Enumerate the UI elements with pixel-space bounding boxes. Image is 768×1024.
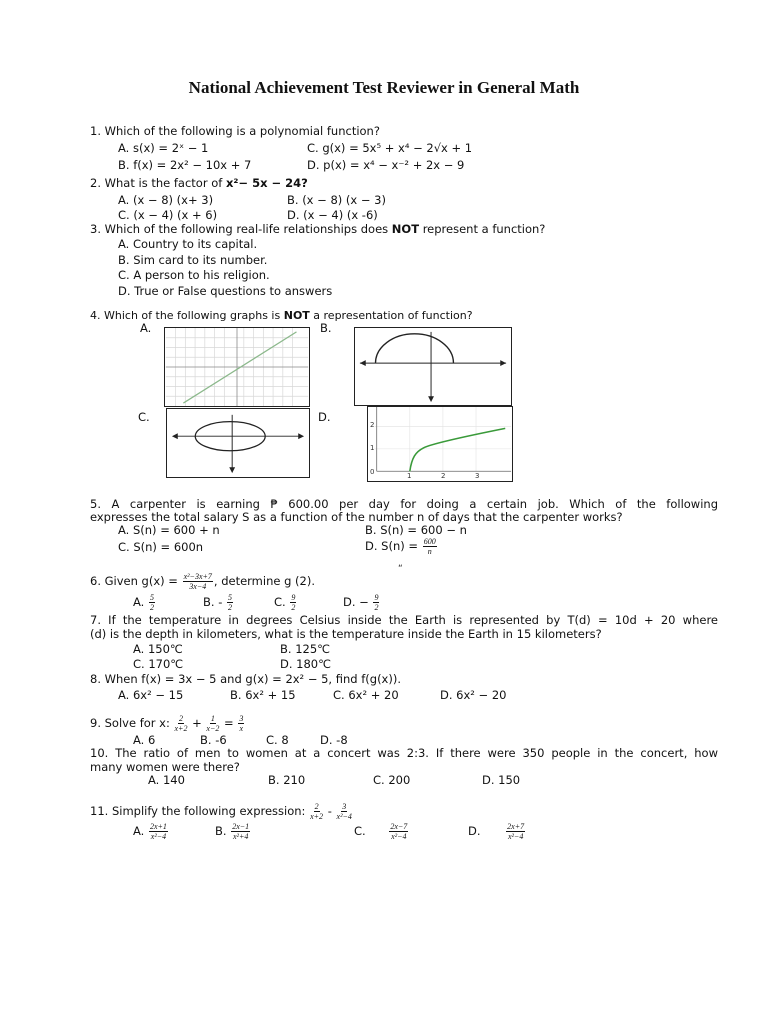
- q6-c-label: C.: [274, 595, 286, 609]
- q9-f3-den: x: [239, 724, 244, 733]
- q11-option-c: [354, 820, 409, 842]
- q8-stem: 8. When f(x) = 3x − 5 and g(x) = 2x² − 5, find f(g(x)).: [90, 672, 401, 686]
- q11-c-num: 2x−7: [390, 822, 408, 831]
- q9-f2-den: x−2: [206, 724, 220, 733]
- q6-frac: [183, 572, 213, 591]
- q3-option-b: B. Sim card to its number.: [118, 253, 268, 267]
- q5-line2: expresses the total salary S as a function of the number n of days that the carpenter works?: [90, 510, 623, 524]
- q11-option-d: [468, 820, 526, 842]
- q8-option-b: B. 6x² + 15: [230, 688, 296, 702]
- q6-d-num: 9: [374, 593, 379, 602]
- q9-option-b: B. -6: [200, 733, 227, 747]
- q11-e1-den: x+2: [310, 812, 324, 821]
- q3-option-d: D. True or False questions to answers: [118, 284, 333, 298]
- q5-option-d: [365, 536, 438, 556]
- q9-option-d: D. -8: [320, 733, 348, 747]
- q6-a-den: 2: [149, 603, 154, 612]
- q2-stem-math: x²− 5x − 24?: [225, 176, 308, 190]
- q4-stem-suffix: a representation of function?: [309, 309, 473, 322]
- graph-d-curve: [410, 428, 505, 471]
- q5-option-b: B. S(n) = 600 − n: [365, 523, 467, 537]
- q11-e2-den: x²−4: [336, 812, 352, 821]
- q11-expr-frac-2: [337, 802, 352, 821]
- q1-option-a: A. s(x) = 2ˣ − 1: [118, 141, 209, 155]
- q11-e1-num: 2: [314, 802, 319, 811]
- q6-prefix: 6. Given g(x) =: [90, 574, 182, 588]
- q11-a-den: x²−4: [150, 832, 167, 841]
- q11-d-num: 2x+7: [507, 822, 525, 831]
- q6-num: x²−3x+7: [183, 572, 212, 581]
- q5-line1: 5. A carpenter is earning ₱ 600.00 per day for doing a certain job. Which of the following: [90, 497, 718, 511]
- q7-option-a: A. 150℃: [133, 642, 183, 656]
- q10-option-a: A. 140: [148, 773, 185, 787]
- q9-f1-num: 2: [178, 714, 183, 723]
- q10-option-c: C. 200: [373, 773, 411, 787]
- graph-d-ytick-2: 2: [370, 421, 375, 429]
- q6-option-c: [274, 592, 297, 612]
- q11-c-den: x²−4: [391, 832, 407, 841]
- q6-a-label: A.: [133, 595, 145, 609]
- q6-c-num: 9: [291, 593, 296, 602]
- q11-expr-frac-1: [310, 802, 323, 821]
- q6-b-num: 5: [228, 593, 233, 602]
- graph-a-linear: [164, 327, 310, 407]
- q2-stem-text: 2. What is the factor of: [90, 176, 226, 190]
- q2-option-d: D. (x − 4) (x -6): [287, 208, 378, 222]
- q2-option-b: B. (x − 8) (x − 3): [287, 193, 386, 207]
- graph-a-label: A.: [140, 321, 152, 335]
- q3-stem: [90, 222, 545, 236]
- graph-d-xtick-3: 3: [475, 472, 480, 480]
- q11-e2-num: 3: [342, 802, 347, 811]
- q11-d-label: D.: [468, 824, 481, 838]
- q6-b-den: 2: [228, 603, 233, 612]
- q9-f1-den: x+2: [174, 724, 188, 733]
- q9-plus: +: [188, 716, 206, 730]
- graph-a-line: [183, 332, 296, 403]
- q7-option-b: B. 125℃: [280, 642, 331, 656]
- q7-option-c: C. 170℃: [133, 657, 184, 671]
- q1-stem: 1. Which of the following is a polynomial function?: [90, 124, 380, 138]
- q1-option-b: B. f(x) = 2x² − 10x + 7: [118, 158, 252, 172]
- q3-stem-suffix: represent a function?: [419, 222, 546, 236]
- q9-eq: =: [220, 716, 238, 730]
- q11-option-b: [215, 820, 251, 842]
- q5-d-num: 600: [423, 537, 436, 546]
- q6-b-label: B. -: [203, 595, 223, 609]
- q7-line2: (d) is the depth in kilometers, what is the temperature inside the Earth in 15 kilometers?: [90, 627, 602, 641]
- q6-a-num: 5: [149, 593, 154, 602]
- q6-d-den: 2: [374, 603, 379, 612]
- graph-d-ytick-0: 0: [370, 468, 375, 476]
- q9-stem: [90, 712, 245, 734]
- q7-line1: 7. If the temperature in degrees Celsius inside the Earth is represented by T(d) = 10d + 20 where: [90, 613, 718, 627]
- q11-b-num: 2x−1: [232, 822, 250, 831]
- q9-f2-num: 1: [210, 714, 215, 723]
- q5-option-d-frac: [423, 537, 437, 556]
- q8-option-c: C. 6x² + 20: [333, 688, 399, 702]
- q6-d-label: D. −: [343, 595, 369, 609]
- graph-d-xtick-1: 1: [407, 472, 412, 480]
- graph-b-label: B.: [320, 321, 332, 335]
- q1-option-c: C. g(x) = 5x⁵ + x⁴ − 2√x + 1: [307, 141, 473, 155]
- q5-d-den: n: [427, 547, 432, 556]
- q6-suffix: , determine g (2).: [213, 574, 316, 588]
- q9-option-c: C. 8: [266, 733, 289, 747]
- graph-b-semicircle: [354, 327, 512, 406]
- q11-b-label: B.: [215, 824, 227, 838]
- q3-option-c: C. A person to his religion.: [118, 268, 270, 282]
- q6-den: 3x−4: [189, 582, 207, 591]
- graph-c-label: C.: [138, 410, 150, 424]
- q10-option-d: D. 150: [482, 773, 521, 787]
- q11-prefix: 11. Simplify the following expression:: [90, 804, 310, 818]
- q1-option-d: D. p(x) = x⁴ − x⁻² + 2x − 9: [307, 158, 465, 172]
- graph-c-ellipse: [166, 408, 310, 478]
- q11-a-label: A.: [133, 824, 145, 838]
- q11-b-den: x²+4: [233, 832, 249, 841]
- q11-minus: -: [324, 804, 336, 818]
- graph-b-curve: [375, 334, 453, 363]
- q11-a-num: 2x+1: [149, 822, 167, 831]
- q11-option-a: [133, 820, 169, 842]
- q11-d-den: x²−4: [507, 832, 524, 841]
- q3-stem-bold: NOT: [391, 222, 420, 236]
- q11-c-label: C.: [354, 824, 366, 838]
- q5-stray-mark: “: [398, 564, 403, 574]
- q2-option-c: C. (x − 4) (x + 6): [118, 208, 218, 222]
- graph-d-sqrt: [367, 406, 513, 482]
- q4-stem-prefix: 4. Which of the following graphs is: [90, 309, 284, 322]
- q10-line2: many women were there?: [90, 760, 240, 774]
- q2-stem: [90, 176, 308, 190]
- q5-option-d-label: D. S(n) =: [365, 539, 422, 553]
- graph-d-xtick-2: 2: [441, 472, 446, 480]
- q8-option-d: D. 6x² − 20: [440, 688, 507, 702]
- q3-option-a: A. Country to its capital.: [118, 237, 258, 251]
- q9-frac-2: [206, 714, 219, 733]
- q9-prefix: 9. Solve for x:: [90, 716, 174, 730]
- q6-option-b: [203, 592, 234, 612]
- q10-line1: 10. The ratio of men to women at a concert was 2:3. If there were 350 people in the concert, how: [90, 746, 718, 760]
- q9-frac-3: [238, 714, 244, 733]
- q9-f3-num: 3: [239, 714, 244, 723]
- graph-d-ytick-1: 1: [370, 444, 375, 452]
- q2-option-a: A. (x − 8) (x+ 3): [118, 193, 214, 207]
- q4-stem-bold: NOT: [283, 309, 310, 322]
- q10-option-b: B. 210: [268, 773, 306, 787]
- q6-c-den: 2: [291, 603, 296, 612]
- q9-option-a: A. 6: [133, 733, 156, 747]
- q6-option-d: [343, 592, 380, 612]
- q8-option-a: A. 6x² − 15: [118, 688, 184, 702]
- q6-stem: [90, 570, 315, 592]
- graph-d-label: D.: [318, 410, 331, 424]
- q6-option-a: [133, 592, 156, 612]
- q7-option-d: D. 180℃: [280, 657, 332, 671]
- q3-stem-prefix: 3. Which of the following real-life relationships does: [90, 222, 392, 236]
- page-title: National Achievement Test Reviewer in General Math: [188, 78, 580, 97]
- q5-option-a: A. S(n) = 600 + n: [118, 523, 220, 537]
- q5-option-c: C. S(n) = 600n: [118, 540, 204, 554]
- q9-frac-1: [175, 714, 188, 733]
